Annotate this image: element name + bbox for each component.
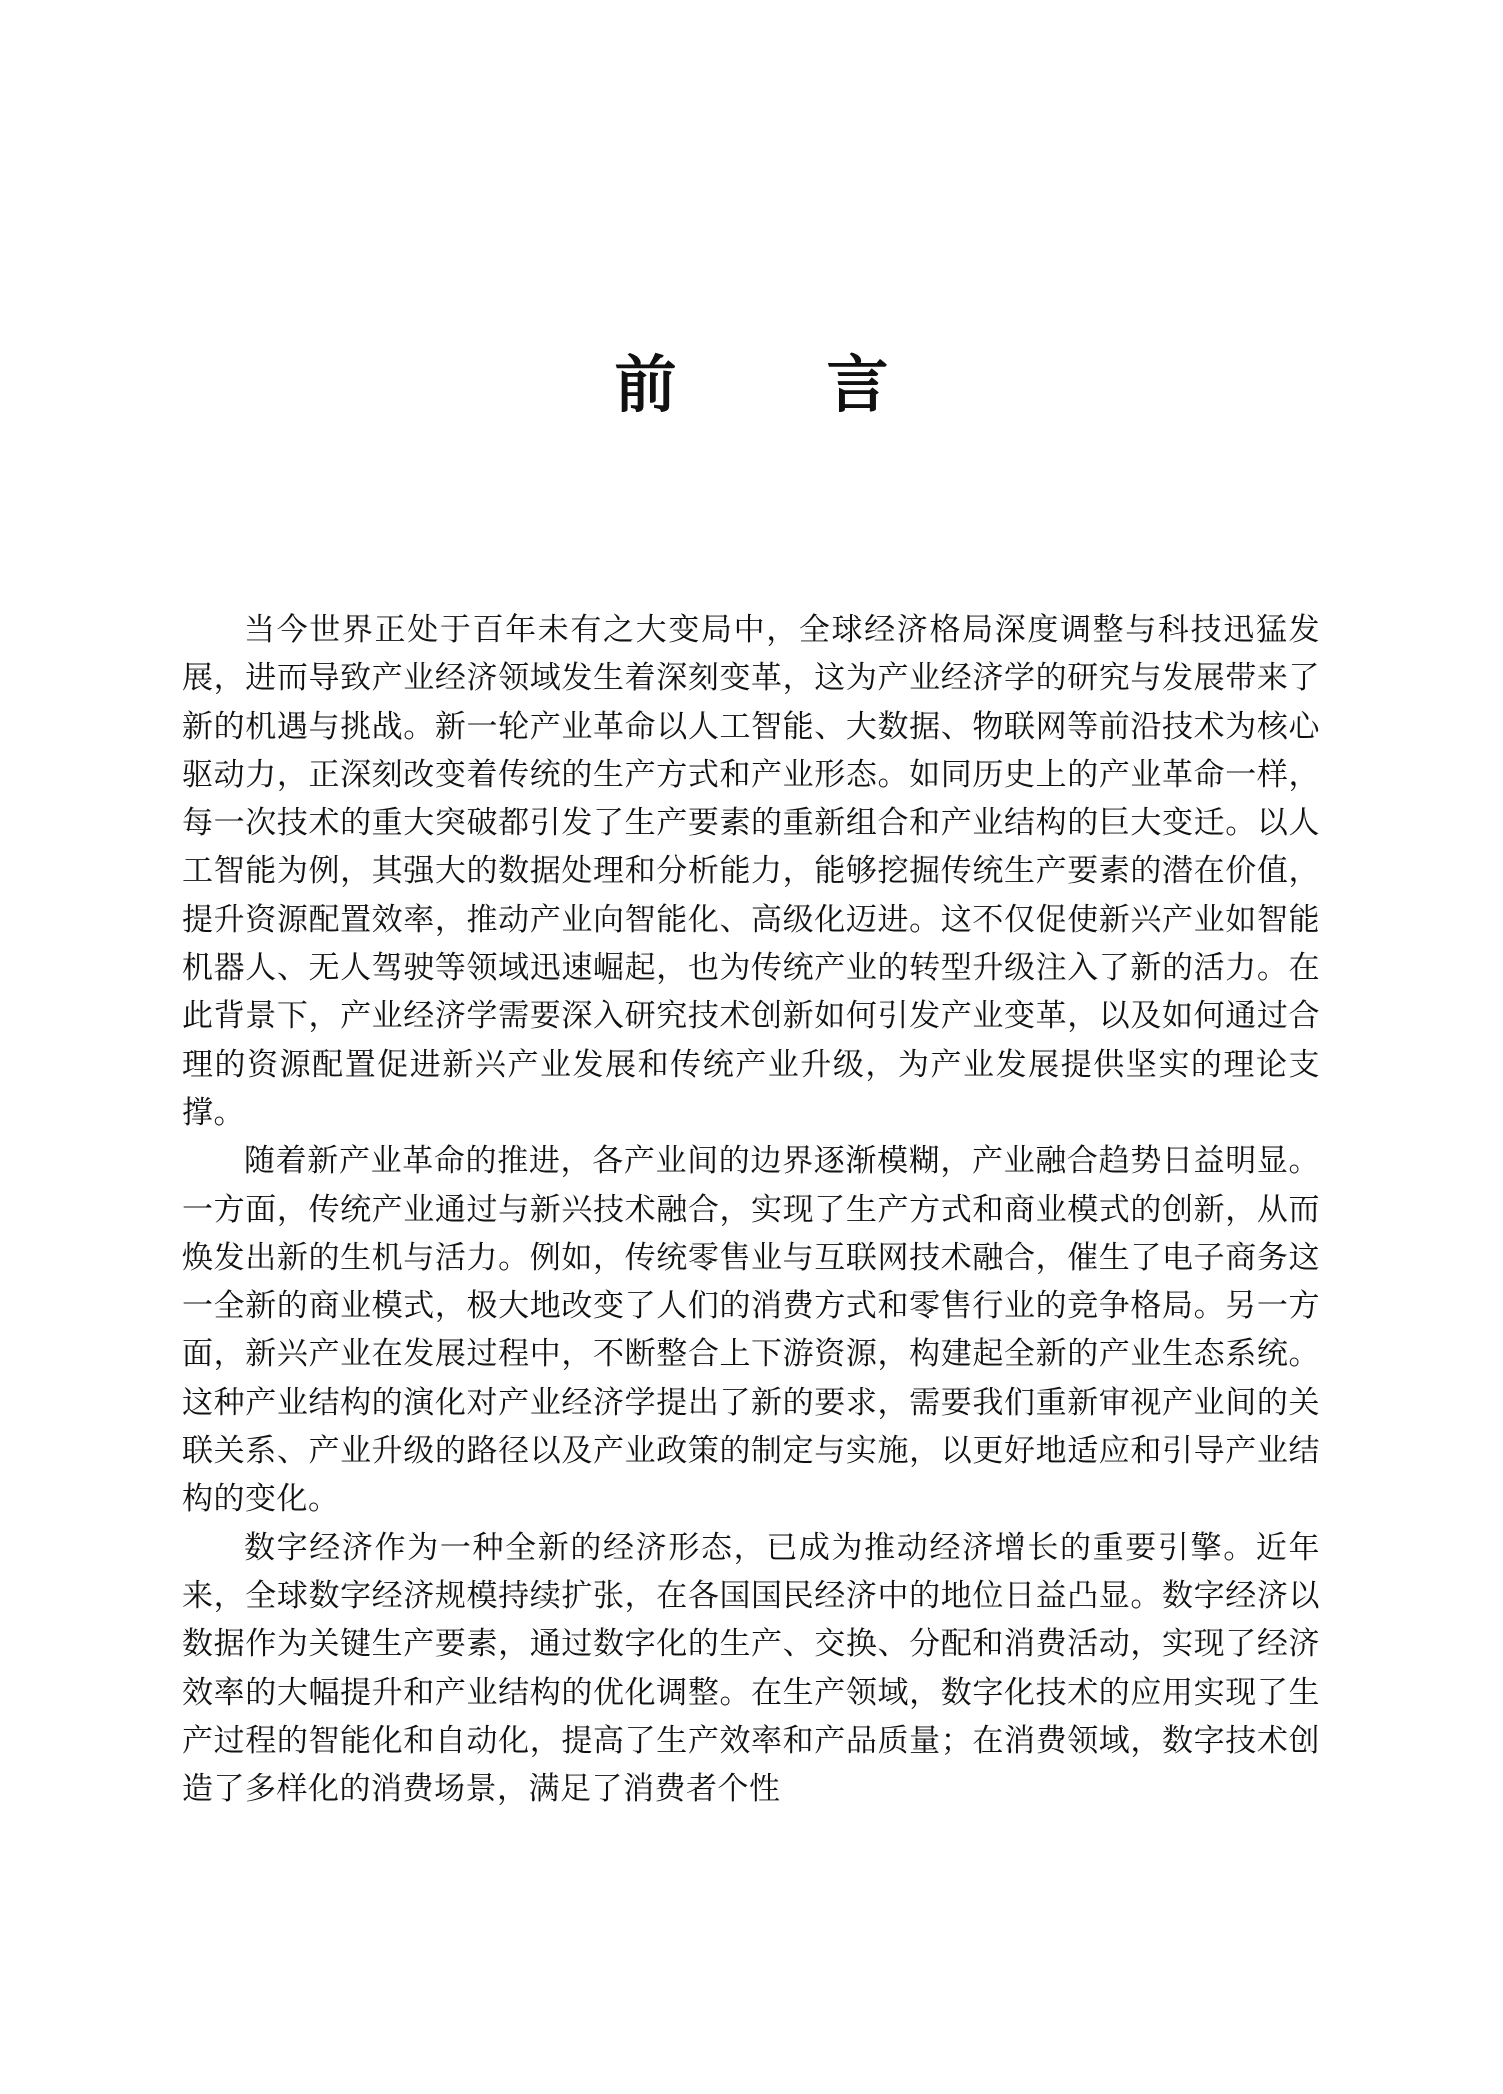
page-title <box>0 345 1503 425</box>
body-text <box>182 606 1320 1813</box>
paragraph-2: 随着新产业革命的推进，各产业间的边界逐渐模糊，产业融合趋势日益明显。一方面，传统产业通过与新兴技术融合，实现了生产方式和商业模式的创新，从而焕发出新的生机与活力。例如，传统零售业与互联网技术融合，催生了电子商务这一全新的商业模式，极大地改变了人们的消费方式和零售行业的竞争格局。另一方面，新兴产业在发展过程中，不断整合上下游资源，构建起全新的产业生态系统。这种产业结构的演化对产业经济学提出了新的要求，需要我们重新审视产业间的关联关系、产业升级的路径以及产业政策的制定与实施，以更好地适应和引导产业结构的变化。 <box>182 1143 1320 1518</box>
paragraph-1: 当今世界正处于百年未有之大变局中，全球经济格局深度调整与科技迅猛发展，进而导致产业经济领域发生着深刻变革，这为产业经济学的研究与发展带来了新的机遇与挑战。新一轮产业革命以人工智能、大数据、物联网等前沿技术为核心驱动力，正深刻改变着传统的生产方式和产业形态。如同历史上的产业革命一样，每一次技术的重大突破都引发了生产要素的重新组合和产业结构的巨大变迁。以人工智能为例，其强大的数据处理和分析能力，能够挖掘传统生产要素的潜在价值，提升资源配置效率，推动产业向智能化、高级化迈进。这不仅促使新兴产业如智能机器人、无人驾驶等领域迅速崛起，也为传统产业的转型升级注入了新的活力。在此背景下，产业经济学需要深入研究技术创新如何引发产业变革，以及如何通过合理的资源配置促进新兴产业发展和传统产业升级，为产业发展提供坚实的理论支撑。 <box>182 612 1320 1131</box>
paragraph-3: 数字经济作为一种全新的经济形态，已成为推动经济增长的重要引擎。近年来，全球数字经济规模持续扩张，在各国国民经济中的地位日益凸显。数字经济以数据作为关键生产要素，通过数字化的生产、交换、分配和消费活动，实现了经济效率的大幅提升和产业结构的优化调整。在生产领域，数字化技术的应用实现了生产过程的智能化和自动化，提高了生产效率和产品质量；在消费领域，数字技术创造了多样化的消费场景，满足了消费者个性 <box>182 1529 1320 1808</box>
title-char-1: 前 <box>614 348 677 421</box>
title-char-2: 言 <box>826 348 889 421</box>
